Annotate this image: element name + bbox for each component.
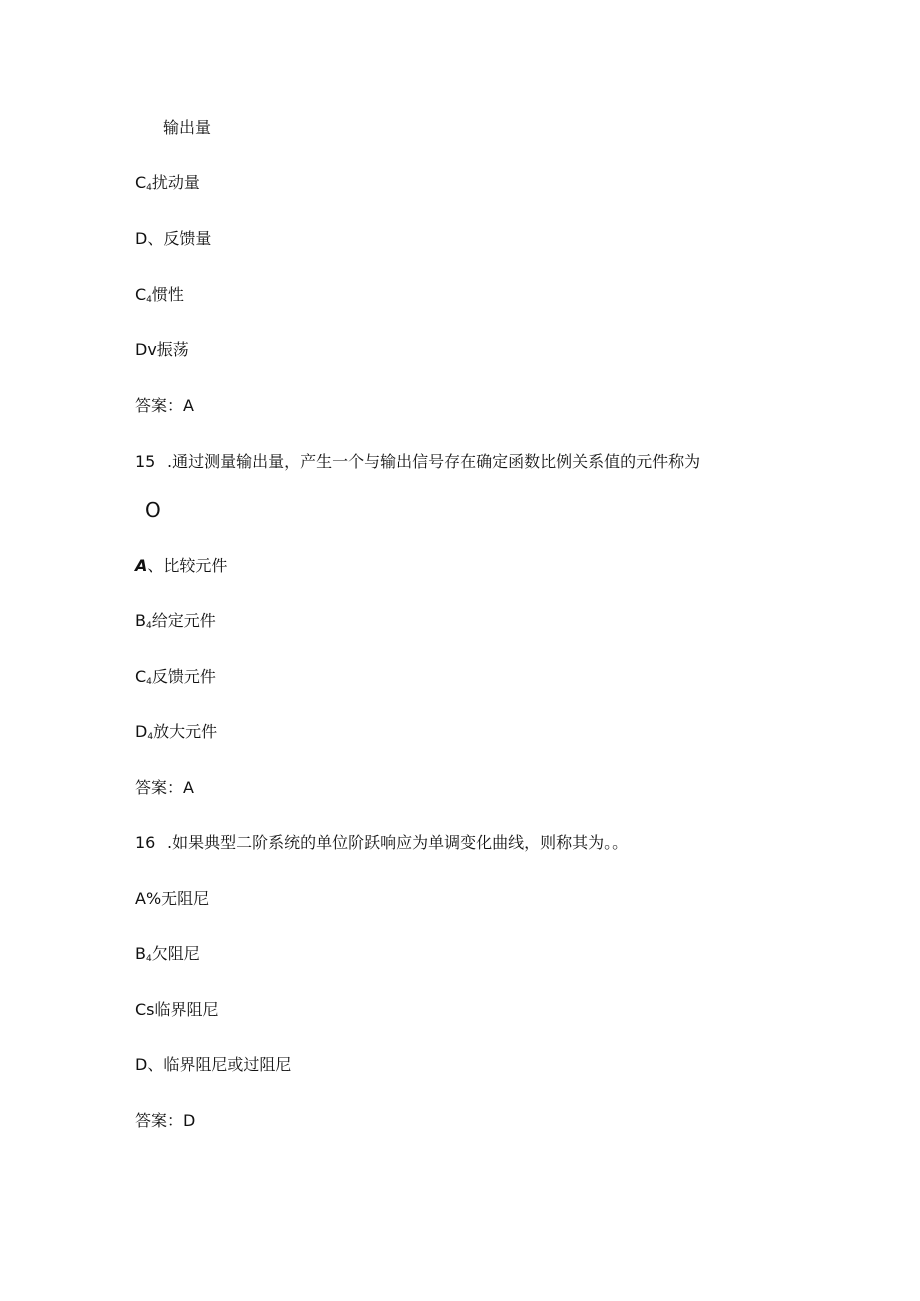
question-text: .通过测量输出量，产生一个与输出信号存在确定函数比例关系值的元件称为 bbox=[167, 452, 701, 471]
option-prefix: A bbox=[135, 556, 148, 575]
option-text: Dv振荡 bbox=[135, 340, 189, 359]
answer-text: 答案：A bbox=[135, 778, 194, 797]
option-c-inertia bbox=[135, 285, 184, 310]
option-prefix: C bbox=[135, 285, 147, 304]
option-prefix: C bbox=[135, 173, 147, 192]
option-subscript: 4 bbox=[146, 183, 152, 193]
option-d-oscillation bbox=[135, 340, 189, 360]
option-text: A%无阻尼 bbox=[135, 889, 210, 908]
option-text: 扰动量 bbox=[151, 173, 200, 192]
option-subscript: 4 bbox=[146, 295, 152, 305]
option-text: 反馈元件 bbox=[151, 667, 216, 686]
answer-text: 答案：A bbox=[135, 396, 194, 415]
option-text: 欠阻尼 bbox=[151, 944, 200, 963]
option-text: 放大元件 bbox=[153, 722, 218, 741]
option-c-disturbance bbox=[135, 173, 200, 198]
option-b-underdamped bbox=[135, 944, 200, 969]
option-text: D、反馈量 bbox=[135, 229, 212, 248]
option-d-feedback bbox=[135, 229, 211, 249]
option-d-critical-or-over bbox=[135, 1055, 291, 1075]
question-15 bbox=[135, 452, 700, 472]
option-d-amplifier bbox=[135, 722, 217, 747]
answer-16 bbox=[135, 1111, 195, 1131]
option-subscript: 4 bbox=[145, 621, 152, 631]
option-prefix: B bbox=[135, 944, 146, 963]
option-c-critical bbox=[135, 1000, 219, 1020]
option-output-quantity bbox=[163, 118, 211, 138]
question-text: .如果典型二阶系统的单位阶跃响应为单调变化曲线，则称其为。。 bbox=[167, 833, 629, 852]
option-subscript: 4 bbox=[147, 732, 154, 742]
question-16 bbox=[135, 833, 628, 853]
option-text: 惯性 bbox=[151, 285, 184, 304]
option-subscript: 4 bbox=[145, 954, 152, 964]
option-text: 、比较元件 bbox=[147, 556, 228, 575]
option-subscript: 4 bbox=[146, 677, 152, 687]
option-text: Cs临界阻尼 bbox=[135, 1000, 219, 1019]
option-prefix: D bbox=[135, 722, 148, 741]
option-text: 输出量 bbox=[163, 118, 212, 137]
option-c-feedback-element bbox=[135, 667, 216, 692]
answer-15 bbox=[135, 778, 194, 798]
question-number: 15 bbox=[135, 452, 156, 471]
option-b-given bbox=[135, 611, 216, 636]
question-number: 16 bbox=[135, 833, 156, 852]
answer-text: 答案：D bbox=[135, 1111, 196, 1130]
option-prefix: C bbox=[135, 667, 147, 686]
option-text: D、临界阻尼或过阻尼 bbox=[135, 1055, 292, 1074]
question-15-blank bbox=[145, 500, 161, 520]
option-prefix: B bbox=[135, 611, 146, 630]
option-a-comparison bbox=[135, 556, 227, 576]
option-text: 给定元件 bbox=[151, 611, 216, 630]
answer-14 bbox=[135, 396, 194, 416]
option-a-undamped bbox=[135, 889, 209, 909]
blank-marker: O bbox=[145, 498, 161, 522]
